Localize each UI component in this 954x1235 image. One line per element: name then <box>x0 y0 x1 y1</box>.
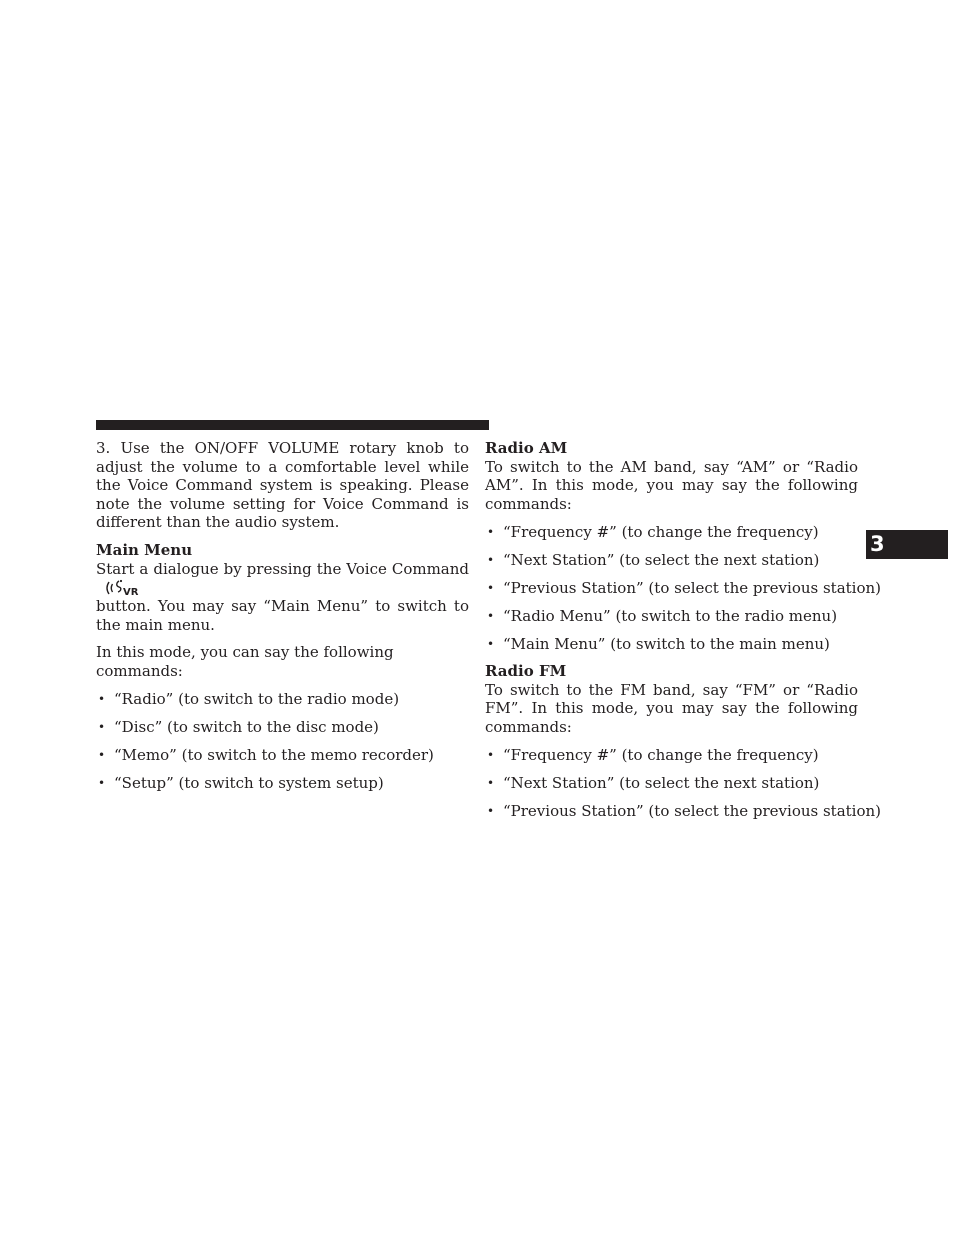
list-item: • “Frequency #” (to change the frequency) <box>485 746 858 765</box>
list-item: • “Next Station” (to select the next station) <box>485 551 858 570</box>
step-3-text: 3. Use the ON/OFF VOLUME rotary knob to adjust the volume to a comfortable level while the Voice Command system is speaking. Please note the volume setting for Voice Command is different than the audio system. <box>96 439 469 532</box>
main-menu-command-list <box>96 690 469 793</box>
list-item: • “Memo” (to switch to the memo recorder) <box>96 746 469 765</box>
radio-am-heading: Radio AM <box>485 439 568 457</box>
list-item: • “Radio Menu” (to switch to the radio menu) <box>485 607 858 626</box>
main-menu-line <box>96 560 469 598</box>
main-menu-heading: Main Menu <box>96 540 193 559</box>
list-item: • “Main Menu” (to switch to the main menu) <box>485 635 858 654</box>
list-item: • “Previous Station” (to select the previous station) <box>485 579 858 598</box>
list-item: • “Frequency #” (to change the frequency) <box>485 523 858 542</box>
voice-command-icon-label: VR <box>123 587 139 598</box>
list-item: • “Disc” (to switch to the disc mode) <box>96 718 469 737</box>
top-rule <box>96 420 489 430</box>
left-column <box>96 439 469 792</box>
main-menu-paragraph <box>96 560 469 635</box>
list-item: • “Previous Station” (to select the previous station) <box>485 802 858 821</box>
mode-intro: In this mode, you can say the following commands: <box>96 643 394 680</box>
chapter-tab: 3 <box>866 530 948 559</box>
radio-fm-intro: To switch to the FM band, say “FM” or “Radio FM”. In this mode, you may say the following commands: <box>485 680 858 737</box>
radio-fm-command-list <box>485 746 882 821</box>
voice-command-icon <box>104 579 140 597</box>
right-column <box>485 439 882 821</box>
radio-fm-heading: Radio FM <box>485 662 567 681</box>
main-menu-line2: button. You may say “Main Menu” to switch to the main menu. <box>96 597 469 634</box>
list-item: • “Setup” (to switch to system setup) <box>96 774 469 793</box>
radio-am-intro: To switch to the AM band, say “AM” or “Radio AM”. In this mode, you may say the following commands: <box>485 457 858 513</box>
radio-am-command-list <box>485 522 882 654</box>
list-item: • “Next Station” (to select the next station) <box>485 774 858 793</box>
list-item: • “Radio” (to switch to the radio mode) <box>96 690 469 709</box>
main-menu-line1: Start a dialogue by pressing the Voice Command <box>96 559 469 578</box>
